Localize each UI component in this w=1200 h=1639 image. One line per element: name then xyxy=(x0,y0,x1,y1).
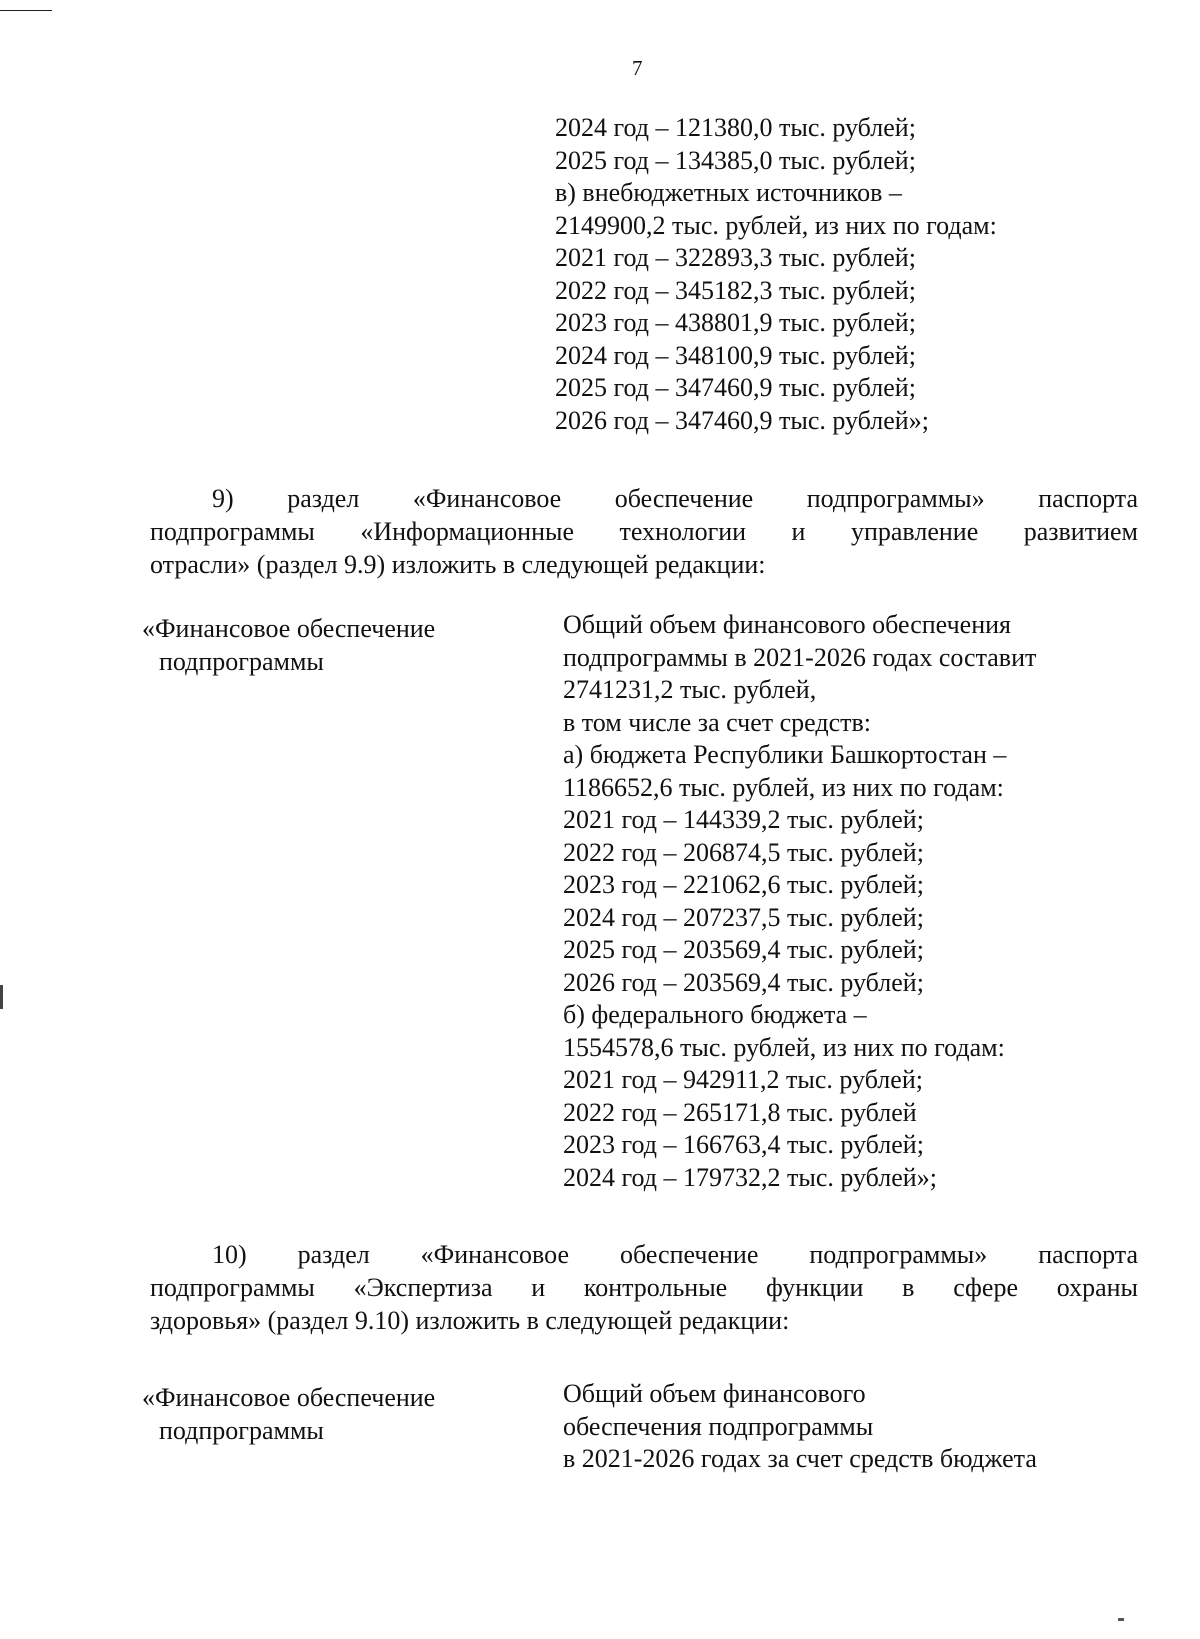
paragraph-line: подпрограммы «Экспертиза и контрольные функции в сфере охраны xyxy=(150,1273,1138,1302)
text-line: 2024 год – 207237,5 тыс. рублей; xyxy=(563,902,924,932)
text-line: в том числе за счет средств: xyxy=(563,707,871,737)
text-line: в 2021-2026 годах за счет средств бюджета xyxy=(563,1444,1037,1473)
text-line: 2023 год – 438801,9 тыс. рублей; xyxy=(555,308,916,337)
text-line: подпрограммы в 2021-2026 годах составит xyxy=(563,642,1037,672)
text-line: 2022 год – 206874,5 тыс. рублей; xyxy=(563,837,924,867)
text-line: 2025 год – 203569,4 тыс. рублей; xyxy=(563,935,924,964)
text-line: 2021 год – 942911,2 тыс. рублей; xyxy=(563,1065,923,1094)
section9-label xyxy=(142,612,435,678)
text-line: б) федерального бюджета – xyxy=(563,1000,867,1029)
text-line: в) внебюджетных источников – xyxy=(555,178,902,207)
scan-margin-mark xyxy=(0,985,3,1009)
text-line: 2024 год – 348100,9 тыс. рублей; xyxy=(555,340,916,370)
text-line: 2023 год – 166763,4 тыс. рублей; xyxy=(563,1130,924,1159)
text-line: 2024 год – 121380,0 тыс. рублей; xyxy=(555,113,916,142)
paragraph-10 xyxy=(150,1238,1138,1337)
section10-label xyxy=(142,1381,435,1447)
text-line: 2149900,2 тыс. рублей, из них по годам: xyxy=(555,210,997,240)
paragraph-line: отрасли» (раздел 9.9) изложить в следующей редакции: xyxy=(150,550,766,579)
text-line: 2022 год – 345182,3 тыс. рублей; xyxy=(555,275,916,305)
label-line: подпрограммы xyxy=(159,647,324,676)
paragraph-line: 9) раздел «Финансовое обеспечение подпрограммы» паспорта xyxy=(212,484,1138,513)
page-number: 7 xyxy=(632,56,643,80)
scan-corner-mark xyxy=(0,0,52,11)
text-line: обеспечения подпрограммы xyxy=(563,1411,874,1441)
label-line: подпрограммы xyxy=(159,1416,324,1445)
text-line: 1186652,6 тыс. рублей, из них по годам: xyxy=(563,772,1004,802)
paragraph-9 xyxy=(150,482,1138,581)
label-line: «Финансовое обеспечение xyxy=(142,614,436,643)
text-line: 1554578,6 тыс. рублей, из них по годам: xyxy=(563,1032,1005,1062)
text-line: 2026 год – 203569,4 тыс. рублей; xyxy=(563,967,924,997)
paragraph-line: подпрограммы «Информационные технологии и управление развитием xyxy=(150,517,1138,546)
text-line: 2024 год – 179732,2 тыс. рублей»; xyxy=(563,1162,937,1192)
text-line: а) бюджета Республики Башкортостан – xyxy=(563,740,1007,769)
text-line: 2025 год – 347460,9 тыс. рублей; xyxy=(555,373,916,402)
text-line: Общий объем финансового xyxy=(563,1379,866,1408)
scan-bottom-mark xyxy=(1118,1618,1124,1621)
text-line: 2022 год – 265171,8 тыс. рублей xyxy=(563,1097,917,1127)
text-line: 2023 год – 221062,6 тыс. рублей; xyxy=(563,870,924,899)
label-line: «Финансовое обеспечение xyxy=(142,1383,436,1412)
section9-funding-block xyxy=(563,609,1036,1194)
funding-continuation-block xyxy=(555,112,997,437)
section10-funding-block xyxy=(563,1378,1037,1476)
text-line: 2741231,2 тыс. рублей, xyxy=(563,675,817,704)
text-line: 2021 год – 144339,2 тыс. рублей; xyxy=(563,805,924,834)
text-line: Общий объем финансового обеспечения xyxy=(563,610,1011,639)
text-line: 2026 год – 347460,9 тыс. рублей»; xyxy=(555,405,929,435)
text-line: 2025 год – 134385,0 тыс. рублей; xyxy=(555,145,916,175)
paragraph-line: 10) раздел «Финансовое обеспечение подпрограммы» паспорта xyxy=(212,1240,1138,1269)
paragraph-line: здоровья» (раздел 9.10) изложить в следующей редакции: xyxy=(150,1306,790,1335)
text-line: 2021 год – 322893,3 тыс. рублей; xyxy=(555,243,916,272)
